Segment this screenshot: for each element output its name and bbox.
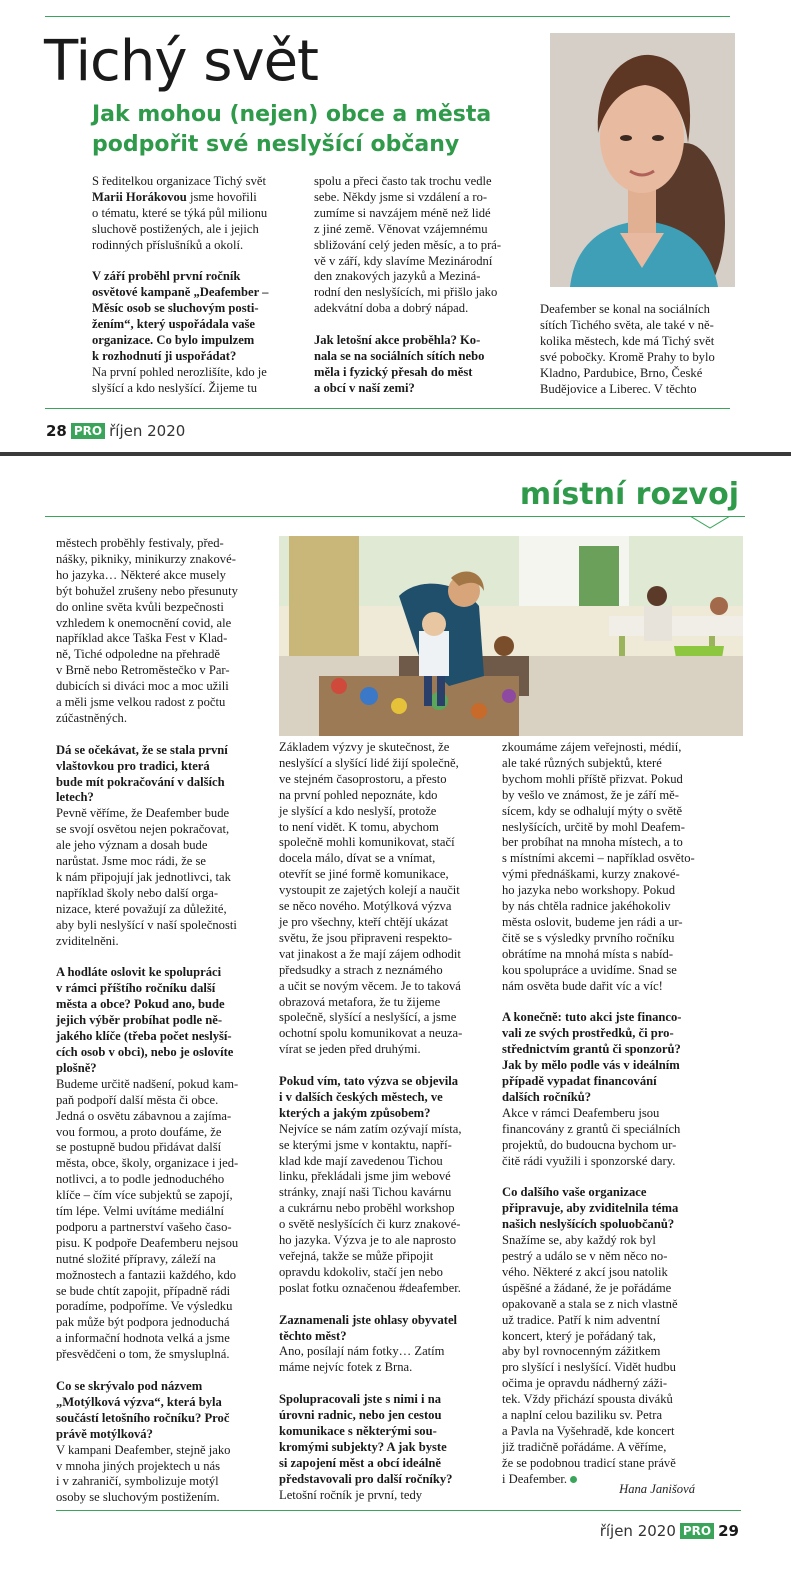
issue-date: říjen 2020 <box>599 1522 676 1540</box>
bottom-footer-rule <box>56 1510 741 1511</box>
top-column-3 <box>540 302 740 413</box>
question: Jak letošní akce proběhla? Ko- nala se na sociálních sítích nebo měla i fyzický přesah do měst a obcí v naší zemi? <box>314 333 485 395</box>
answer <box>502 1233 717 1488</box>
article-subtitle: Jak mohou (nejen) obce a města podpořit své neslyšící občany <box>92 102 492 157</box>
answer: spolu a přeci často tak trochu vedle sebe. Někdy jsme si vzdálení a ro- zumíme si navzájem méně než lidé z jiné země. Věnovat vzájemnému sbližování celý jeden měsíc, a to prá- vě v září, kdy slavíme Mezinárodní den znakových jazyků a Meziná- rodní den neslyšících, mi přišlo jako adekvátní doba a dobrý nápad. <box>314 174 502 316</box>
answer: V kampani Deafember, stejně jako v mnoha jiných projektech u nás i v zahraničí, symbolizuje motýl osoby se sluchovým postižením. <box>56 1442 231 1505</box>
answer: zkoumáme zájem veřejnosti, médií, ale také různých subjektů, které bychom mohli příště přizvat. Pokud by vešlo ve známost, že je září mě- sícem, kdy se odhalují mýty o světě neslyšících, určitě by mohl Deafem- ber probíhat na mnoha místech, a to s místními akcemi – například osvěto- vými přednáškami, kurzy znakové- ho jazyka nebo workshopy. Pokud by nás chtěla radnice jakéhokoliv města oslovit, budeme jen rádi a ur- čitě se s výsledky prvního ročníku obrátíme na mnohá místa s nabíd- kou spolupráce a uvidíme. Snad se nám osvěta bude dařit víc a víc! <box>502 740 695 993</box>
question: Pokud vím, tato výzva se objevila i v dalších českých městech, ve kterých a jakým způsobem? <box>279 1074 459 1120</box>
page-footer-left <box>46 421 185 441</box>
answer: Deafember se konal na sociálních sítích Tichého světa, ale také v ně- kolika městech, kde má Tichý svět své pobočky. Kromě Prahy to bylo Kladno, Pardubice, Brno, České Budějovice a Liberec. V těchto <box>540 302 715 396</box>
section-rule <box>45 516 745 517</box>
question: V září proběhl první ročník osvětové kampaně „Deafember – Měsíc osob se sluchovým posti- žením“, který uspořádala vaše organizace. Co bylo impulzem k rozhodnutí ji uspořádat? <box>92 269 269 363</box>
intro-pre: S ředitelkou organizace Tichý svět <box>92 174 266 188</box>
page-footer-right <box>600 1521 739 1541</box>
question: Zaznamenali jste ohlasy obyvatel těchto měst? <box>279 1312 458 1343</box>
portrait-photo <box>550 33 735 287</box>
end-mark-icon <box>570 1476 577 1483</box>
question: A konečně: tuto akci jste financo- vali ze svých prostředků, či pro- střednictvím grantů či sponzorů? Jak by mělo podle vás v ideálním případě vypadat financování dalších ročníků? <box>502 1010 682 1104</box>
answer: Letošní ročník je první, tedy <box>279 1487 423 1502</box>
top-rule <box>45 16 730 17</box>
top-column-1 <box>92 174 292 413</box>
page-title: Tichý svět <box>44 29 318 94</box>
top-footer-rule <box>45 408 730 409</box>
answer: Pevně věříme, že Deafember bude se svojí osvětou nejen pokračovat, ale jeho význam a dosah bude narůstat. Jsme moc rádi, že se k nám připojují jak jednotlivci, tak například školy nebo další orga- nizace, které považují za důležité, aby byli neslyšící v naší společnosti zviditelněni. <box>56 806 237 948</box>
question: Co se skrývalo pod názvem „Motýlková výzva“, která byla součástí letošního ročníku? Proč právě motýlková? <box>56 1378 230 1441</box>
section-heading: místní rozvoj <box>519 477 739 512</box>
question: Spolupracovali jste s nimi i na úrovni radnic, nebo jen cestou komunikace s některými sou- kromými subjekty? A jak byste si zapojení měst a obcí ideálně představovali pro další ročníky? <box>279 1392 453 1486</box>
answer: Nejvíce se nám zatím ozývají místa, se kterými jsme v kontaktu, napří- klad kde mají zavedenou Tichou linku, překládali jsme jim webové stránky, znají naši Tichou kavárnu a cukrárnu nebo proběhl workshop o světě neslyšících či kurz znakové- ho jazyka. Výzva je to ale naprosto veřejná, takže se může připojit opravdu kdokoliv, stačí jen nebo poslat fotku označenou #deafember. <box>279 1121 462 1295</box>
question: Dá se očekávat, že se stala první vlaštovkou pro tradici, která bude mít pokračování v dalších letech? <box>56 742 228 805</box>
answer: Na první pohled nerozlišíte, kdo je slyšící a kdo neslyšící. Žijeme tu <box>92 364 267 395</box>
question: A hodláte oslovit ke spolupráci v rámci příštího ročníku další města a obce? Pokud ano, bude jejich výběr probíhat podle ně- jakého klíče (třeba počet neslyší- cích osob v obci), nebo je oslovíte plošně? <box>56 965 234 1075</box>
pro-badge: PRO <box>680 1523 714 1539</box>
answer: Ano, posílají nám fotky… Zatím máme nejvíc fotek z Brna. <box>279 1344 445 1375</box>
answer: Akce v rámci Deafemberu jsou financovány z grantů či speciálních projektů, do budoucna bychom ur- čitě rádi využili i sponzorské dary. <box>502 1105 681 1168</box>
playroom-photo <box>279 536 743 736</box>
page-number: 28 <box>46 422 67 440</box>
answer: městech proběhly festivaly, před- nášky, pikniky, minikurzy znakové- ho jazyka… Některé akce musely být bohužel zrušeny nebo přesunuty do online světa kvůli bezpečnosti vzhledem k onemocnění covid, ale například akce Taška Fest v Klad- ně, Tiché odpoledne na přehradě v Brně nebo Retroměstečko v Par- dubicích si diváci moc a moc užili a měli jsme velkou radost z počtu zúčastněných. <box>56 536 238 725</box>
pro-badge: PRO <box>71 423 105 439</box>
answer: Budeme určitě nadšení, pokud kam- paň podpoří další města či obce. Jedná o osvětu zábavnou a zajíma- vou formou, a proto doufáme, že se postupně budou přidávat další města, obce, školy, organizace i jed- notlivci, a to podle jednoduchého klíče – čím více subjektů se zapojí, tím lépe. Velmi uvítáme mediální podporu a partnerství vašeho časo- pisu. K podpoře Deafemberu nejsou nutné složité přípravy, záleží na možnostech a fantazii každého, kdo se bude chtít zapojit, případně rádi poradíme, podpoříme. Ve výsledku pak může být podpora jednoduchá a informační hodnota velká a jsme přesvědčeni o tom, že smysluplná. <box>56 1076 239 1362</box>
bottom-column-1 <box>56 536 266 1522</box>
issue-date: říjen 2020 <box>109 422 186 440</box>
top-column-2 <box>314 174 524 397</box>
section-rule-notch <box>690 516 730 530</box>
bottom-column-3 <box>502 740 717 1488</box>
intro-paragraph <box>92 174 292 254</box>
answer-text: Snažíme se, aby každý rok byl pestrý a událo se v něm něco no- vého. Některé z akcí jsou natolik úspěšné a žádané, že je pořádáme opakovaně a stala se z nich vlastně už tradice. Patří k nim adventní koncert, který je pořádaný tak, aby byl rovnocenným zážitkem pro slyšící i neslyšící. Vidět hudbu očima je opravdu nádherný záži- tek. Vždy přichází spousta diváků a naplní celou baziliku sv. Petra a Pavla na Vyšehradě, kde koncert již tradičně pořádáme. A věříme, že se podobnou tradicí stane právě i Deafember. <box>502 1233 678 1486</box>
interviewee-name: Marii Horákovou <box>92 189 187 204</box>
question: Co dalšího vaše organizace připravuje, aby zviditelnila téma našich neslyšících spoluobčanů? <box>502 1185 679 1232</box>
page-number: 29 <box>718 1522 739 1540</box>
intro-post: jsme hovořili o tématu, které se týká půl milionu sluchově postižených, ale i jejich rodinných příslušníků a okolí. <box>92 189 268 252</box>
bottom-column-2 <box>279 740 489 1519</box>
author-name: Hana Janišová <box>619 1482 695 1496</box>
page-divider <box>0 452 791 456</box>
answer: Základem výzvy je skutečnost, že neslyšící a slyšící lidé žijí společně, ve stejném časoprostoru, a přesto na první pohled nepoznáte, kdo je slyšící a kdo neslyší, protože to není vidět. K tomu, abychom společně mohli komunikovat, stačí docela málo, dívat se a vnímat, otevřít se jiné formě komunikace, vystoupit ze zajetých kolejí a naučit se něco nového. Motýlková výzva je pro všechny, kteří chtějí ukázat světu, že jsou připraveni respekto- vat jinakost a že mají zájem odhodit předsudky a strach z neznámého a učit se novým věcem. Je to taková obrazová metafora, že tu žijeme společně, slyšící a neslyšící, a jsme ochotní spolu komunikovat a neuza- vírat se jeden před druhými. <box>279 740 463 1057</box>
